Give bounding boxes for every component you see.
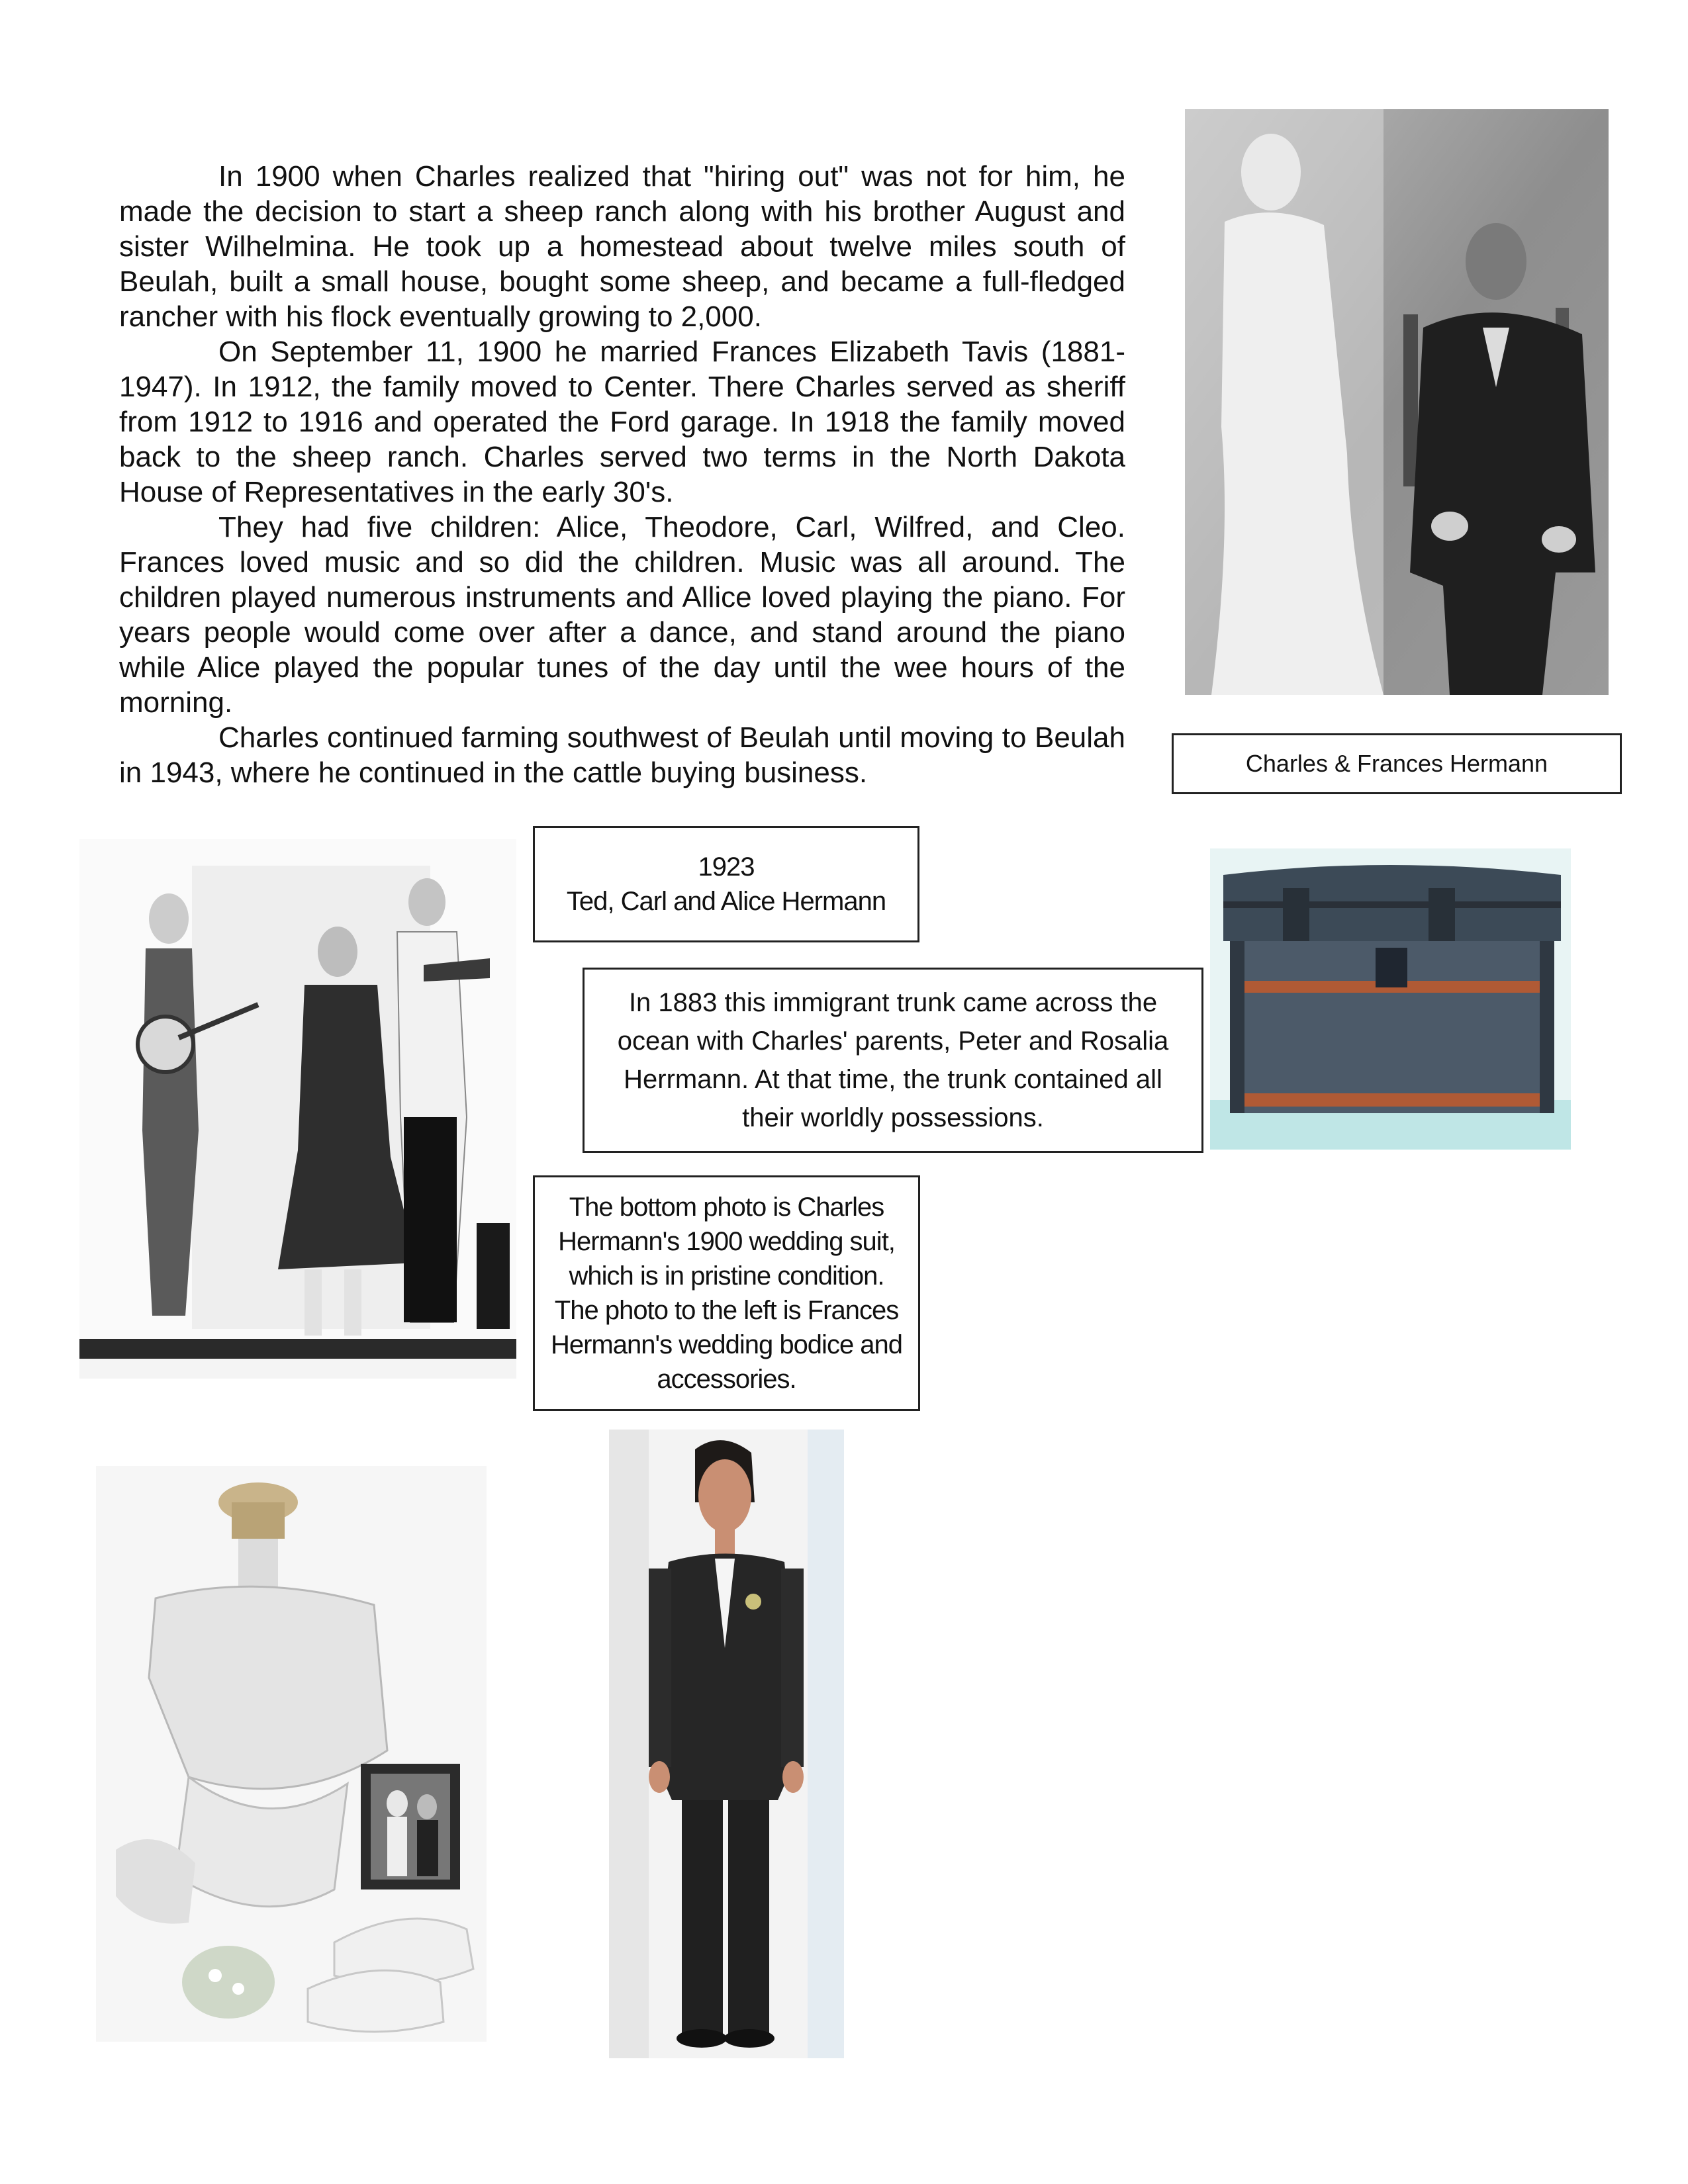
family-band-photo — [79, 839, 516, 1379]
wedding-suit-photo — [609, 1430, 844, 2058]
paragraph-marriage: On September 11, 1900 he married Frances Elizabeth Tavis (1881-1947). In 1912, the family moved to Center. There Charles served as sheriff from 1912 to 1916 and operated the Ford garage. In 1918 the family moved back to the sheep ranch. Charles served two terms in the North Dakota House of Representatives in the early 30's. — [119, 336, 1125, 508]
paragraph-beulah: Charles continued farming southwest of Beulah until moving to Beulah in 1943, where he continued in the cattle buying business. — [119, 721, 1125, 789]
paragraph-homestead: In 1900 when Charles realized that "hiring out" was not for him, he made the decision to start a sheep ranch along with his brother August and sister Wilhelmina. He took up a homestead about twelve miles south of Beulah, built a small house, bought some sheep, and became a full-fledged rancher with his flock eventually growing to 2,000. — [119, 160, 1125, 333]
paragraph-children: They had five children: Alice, Theodore, Carl, Wilfred, and Cleo. Frances loved music and so did the children. Music was all around. The children played numerous instruments and Allice loved playing the piano. For years people would come over after a dance, and stand around the piano while Alice played the popular tunes of the day until the wee hours of the morning. — [119, 511, 1125, 719]
trunk-caption: In 1883 this immigrant trunk came across the ocean with Charles' parents, Peter and Rosalia Herrmann. At that time, the trunk contained all their worldly possessions. — [583, 968, 1203, 1153]
immigrant-trunk-photo — [1210, 848, 1571, 1150]
wedding-bodice-photo — [96, 1466, 487, 2042]
couple-caption: Charles & Frances Hermann — [1172, 733, 1622, 794]
band-caption-year: 1923 — [698, 852, 755, 882]
band-caption — [533, 826, 919, 942]
wedding-portrait-photo — [1185, 109, 1609, 695]
article-text — [119, 159, 1125, 790]
band-caption-names: Ted, Carl and Alice Hermann — [566, 887, 886, 916]
suit-caption: The bottom photo is Charles Hermann's 1900 wedding suit, which is in pristine condition. The photo to the left is Frances Hermann's wedding bodice and accessories. — [533, 1175, 920, 1411]
